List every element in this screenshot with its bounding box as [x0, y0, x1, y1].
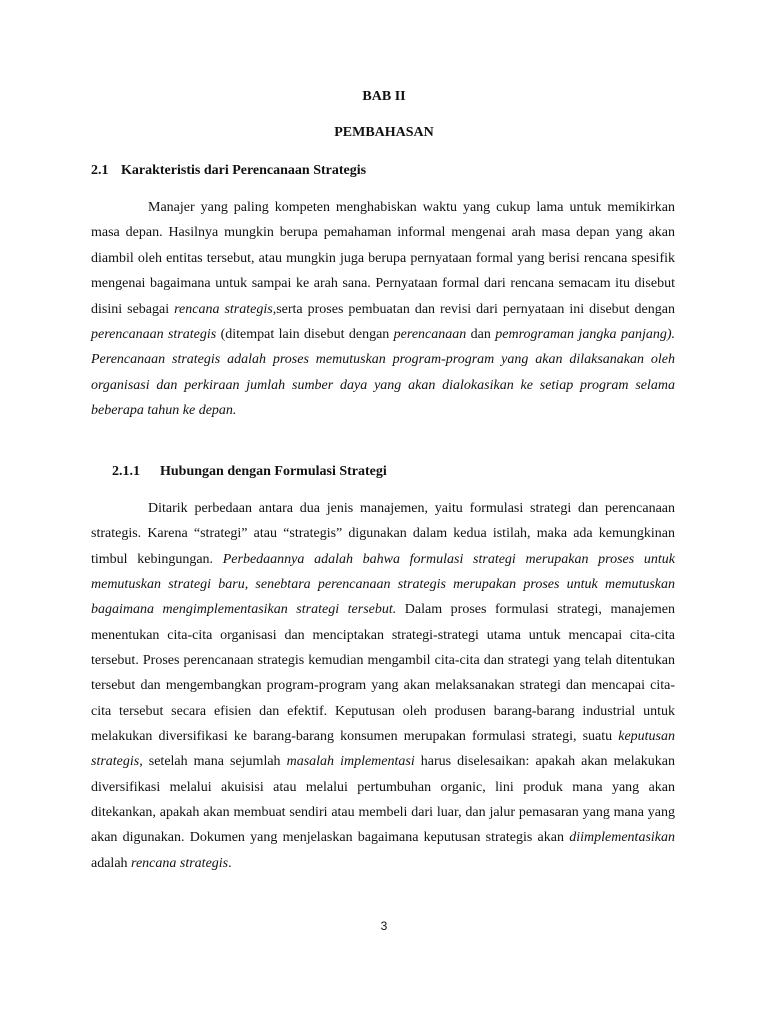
paragraph-text: setelah mana sejumlah	[142, 754, 287, 770]
section-number: 2.1	[91, 163, 109, 178]
paragraph-text: harus diselesaikan: apakah akan melakukan diversifikasi melalui akuisisi atau melalui pertumbuhan organic, lini produk mana yang akan ditekankan, apakah akan membuat sendiri atau membeli dari luar, dan jalur pemasaran yang mana yang akan digunakan. Dokumen yang menjelaskan bagaimana keputusan strategis akan	[91, 754, 676, 846]
paragraph-text: .	[228, 855, 232, 871]
body-paragraph-2	[91, 496, 675, 876]
section-title: Karakteristis dari Perencanaan Strategis	[121, 163, 367, 178]
paragraph-text: Ditarik perbedaan antara dua jenis manajemen, yaitu formulasi strategi dan perencanaan strategis. Karena “strategi” atau “strategis” digunakan dalam kedua istilah, maka ada kemungkinan timbul kebingungan.	[91, 501, 675, 567]
italic-term: masalah implementasi	[286, 754, 415, 770]
italic-term: rencana strategis,	[174, 301, 277, 317]
italic-passage: Perbedaannya adalah bahwa formulasi strategi merupakan proses untuk memutuskan strategi baru, senebtara perencanaan strategis merupakan proses untuk memutuskan bagaimana mengimplementasikan strategi tersebut.	[91, 551, 675, 618]
subsection-heading	[112, 463, 387, 481]
italic-term: rencana strategis	[131, 855, 229, 871]
subsection-title: Hubungan dengan Formulasi Strategi	[160, 464, 387, 479]
paragraph-text: dan	[466, 327, 496, 343]
italic-term: diimplementasikan	[569, 830, 675, 846]
italic-term: keputusan strategis,	[91, 729, 675, 770]
page-number: 3	[380, 919, 388, 933]
section-heading	[91, 162, 366, 180]
paragraph-text: serta proses pembuatan dan revisi dari pernyataan ini disebut dengan	[276, 301, 675, 317]
chapter-label: BAB II	[362, 89, 406, 104]
paragraph-text: Manajer yang paling kompeten menghabiskan waktu yang cukup lama untuk memikirkan masa depan. Hasilnya mungkin berupa pemahaman informal mengenai arah masa depan yang akan diambil oleh entitas tersebut, atau mungkin juga berupa pernyataan formal yang berisi rencana spesifik mengenai bagaimana untuk sampai ke arah sana. Pernyataan formal dari rencana semacam itu disebut disini sebagai	[91, 200, 675, 317]
italic-term: perencanaan	[393, 327, 467, 343]
italic-term: perencanaan strategis	[91, 327, 217, 343]
chapter-title: PEMBAHASAN	[334, 125, 434, 140]
paragraph-text: (ditempat lain disebut dengan	[216, 327, 394, 343]
paragraph-text: Dalam proses formulasi strategi, manajemen menentukan cita-cita organisasi dan menciptakan strategi-strategi utama untuk mencapai cita-cita tersebut. Proses perencanaan strategis kemudian mengambil cita-cita dan strategi yang telah ditentukan tersebut dan mengembangkan program-program yang akan melaksanakan strategi dan mencapai cita-cita tersebut secara efisien dan efektif. Keputusan oleh produsen barang-barang industrial untuk melakukan diversifikasi ke barang-barang konsumen merupakan formulasi strategi, suatu	[91, 602, 675, 745]
italic-passage: pemrograman jangka panjang). Perencanaan strategis adalah proses memutuskan program-program yang akan dilaksanakan oleh organisasi dan perkiraan jumlah sumber daya yang akan dialokasikan ke setiap program selama beberapa tahun ke depan.	[91, 327, 675, 419]
body-paragraph-1	[91, 195, 675, 424]
paragraph-text: adalah	[91, 855, 132, 871]
subsection-number: 2.1.1	[112, 464, 140, 479]
